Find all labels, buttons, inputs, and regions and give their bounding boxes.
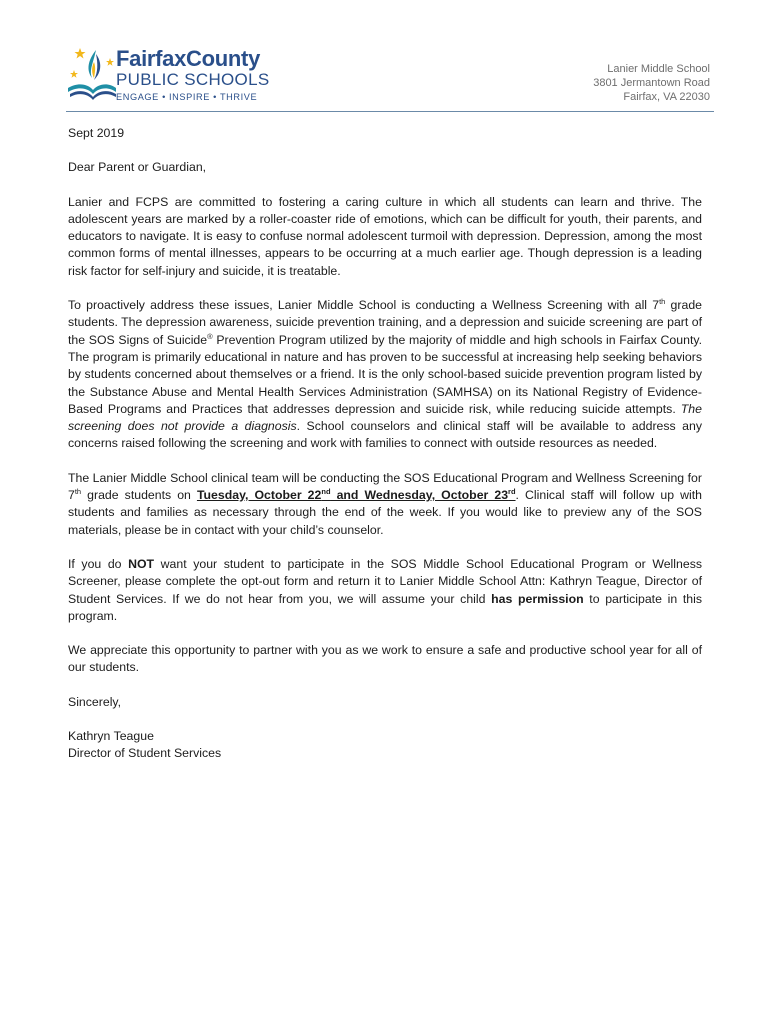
superscript: rd bbox=[508, 486, 516, 496]
superscript: th bbox=[659, 296, 666, 306]
text-run: . Clinical staff will follow up with students and families as necessary through the end of the week. If you would like to preview any of the SOS materials, please be in contact with your child’s counselor. bbox=[68, 488, 702, 537]
screening-dates bbox=[197, 488, 516, 502]
school-name: Lanier Middle School bbox=[607, 63, 710, 75]
header-divider bbox=[66, 111, 714, 112]
closing: Sincerely, bbox=[68, 694, 122, 709]
school-city: Fairfax, VA 22030 bbox=[623, 91, 710, 103]
text-run: want your student to participate in the SOS Middle School Educational Program or Wellness Screener, please complete the opt-out form and return it to Lanier Middle School Attn: Kathryn Teague, Director of Student Services. If we do not hear from you, we will assume your child bbox=[68, 556, 702, 606]
paragraph-screening bbox=[68, 297, 702, 453]
logo-subtitle: PUBLIC SCHOOLS bbox=[116, 70, 270, 89]
text-run: Prevention Program utilized by the majority of middle and high schools in Fairfax County. The program is primarily educational in nature and has proven to be successful at increasing help seeking behaviors by students concerned about themselves or a friend. It is the only school-based suicide prevention program listed by the Substance Abuse and Mental Health Services Administration (SAMHSA) on its National Registry of Evidence-Based Programs and Practices that addresses depression and suicide risk, while reducing suicide attempts. bbox=[68, 332, 703, 416]
italic-note: The screening does not provide a diagnosis bbox=[68, 401, 702, 434]
paragraph-opt-out bbox=[68, 556, 702, 625]
paragraph-closing: We appreciate this opportunity to partner with you as we work to ensure a safe and productive school year for all of our students. bbox=[68, 643, 702, 675]
text-run: The Lanier Middle School clinical team will be conducting the SOS Educational Program and Wellness Screening for 7 bbox=[68, 470, 702, 503]
paragraph-schedule bbox=[68, 470, 702, 539]
registered-mark: ® bbox=[207, 331, 213, 341]
school-address bbox=[593, 62, 710, 104]
fcps-logo bbox=[66, 44, 306, 106]
salutation: Dear Parent or Guardian, bbox=[68, 160, 207, 175]
logo-title: FairfaxCounty bbox=[116, 46, 261, 71]
text-run: Tuesday, October 22 bbox=[196, 488, 322, 503]
letter-body bbox=[68, 125, 702, 763]
emphasis-permission: has permission bbox=[491, 591, 584, 606]
logo-tagline: ENGAGE • INSPIRE • THRIVE bbox=[116, 92, 258, 102]
torch-book-icon bbox=[66, 44, 116, 104]
signature-block bbox=[68, 728, 702, 763]
paragraph-intro: Lanier and FCPS are committed to fostering a caring culture in which all students can learn and thrive. The adolescent years are marked by a roller-coaster ride of emotions, which can be difficult for youth, their parents, and educators to navigate. It is easy to confuse normal adolescent turmoil with depression. Depression, among the most common forms of mental illnesses, appears to be occurring at a much earlier age. Though depression is a leading risk factor for self-injury and suicide, it is treatable. bbox=[68, 194, 702, 278]
superscript: nd bbox=[321, 486, 331, 496]
signer-name: Kathryn Teague bbox=[68, 729, 154, 744]
text-run: grade students. The depression awareness, suicide prevention training, and a depression and suicide screening are part of the SOS Signs of Suicide bbox=[68, 298, 702, 347]
emphasis-not: NOT bbox=[128, 556, 155, 571]
letter-date: Sept 2019 bbox=[68, 126, 125, 140]
signer-title: Director of Student Services bbox=[68, 746, 222, 761]
text-run: To proactively address these issues, Lanier Middle School is conducting a Wellness Screening with all 7 bbox=[68, 298, 660, 313]
superscript: th bbox=[74, 486, 82, 496]
text-run: to participate in this program. bbox=[68, 591, 702, 623]
text-run: and Wednesday, October 23 bbox=[330, 488, 509, 503]
text-run: If you do bbox=[68, 556, 129, 571]
text-run: grade students on bbox=[81, 488, 197, 503]
text-run: . School counselors and clinical staff will be available to address any concerns raised following the screening and work with families to connect with outside resources as needed. bbox=[68, 419, 702, 451]
school-street: 3801 Jermantown Road bbox=[593, 77, 710, 89]
